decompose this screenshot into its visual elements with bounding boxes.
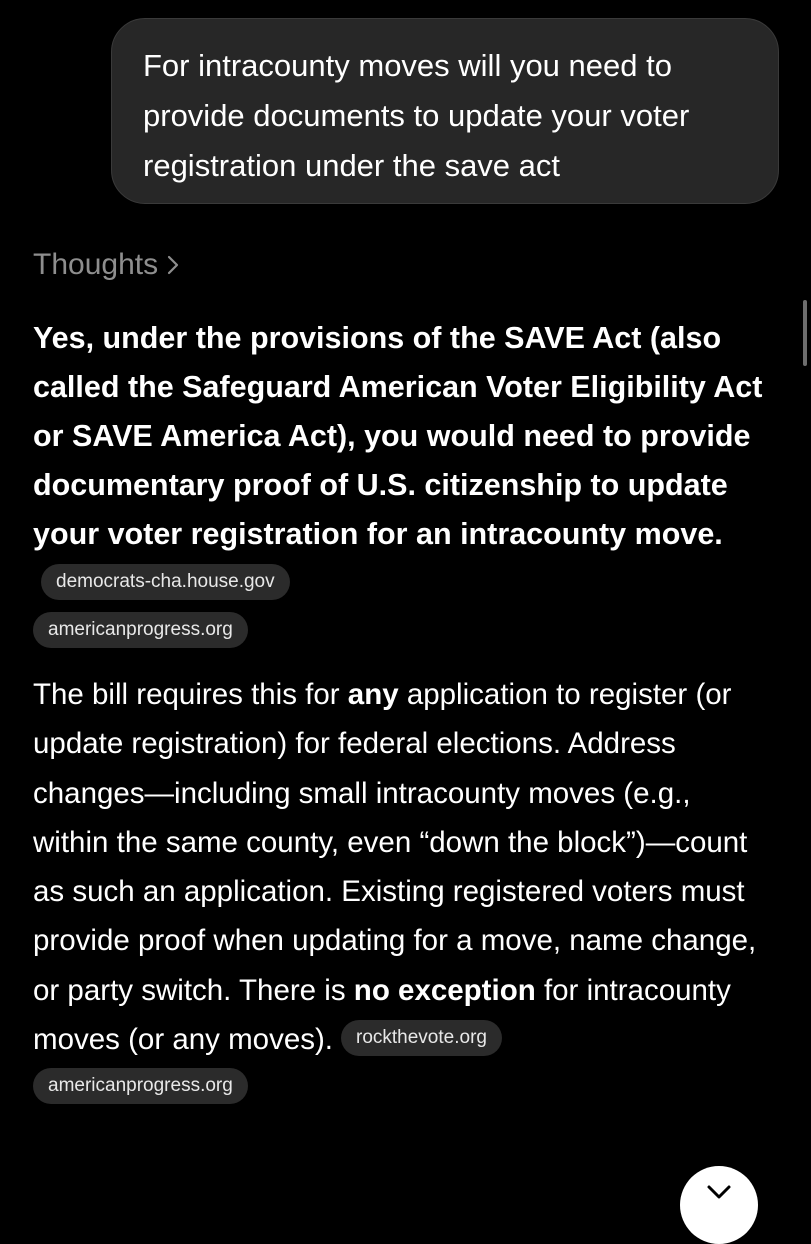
assistant-answer: [33, 314, 773, 1104]
thoughts-toggle[interactable]: [33, 248, 180, 282]
answer-lead-paragraph: [33, 314, 773, 608]
source-chip-democrats-cha[interactable]: democrats-cha.house.gov: [41, 564, 290, 600]
scroll-to-bottom-button[interactable]: [680, 1166, 758, 1244]
user-message-text: For intracounty moves will you need to provide documents to update your voter registration under the save act: [143, 48, 690, 183]
source-chip-americanprogress[interactable]: americanprogress.org: [33, 612, 248, 648]
scrollbar-thumb[interactable]: [803, 300, 807, 366]
body-bold-any: any: [347, 678, 399, 711]
source-chip-row: [33, 612, 773, 648]
body-text-part3: for intracounty moves (or any moves).: [33, 973, 731, 1057]
source-chip-row-2: [33, 1068, 773, 1104]
body-text-part2: application to register (or update registration) for federal elections. Address changes—including small intracounty moves (e.g., within the same county, even “down the block”)—count as such an application. Existing registered voters must provide proof when updating for a move, name change, or party switch. There is: [33, 678, 757, 1007]
chevron-right-icon: [166, 255, 180, 275]
answer-body-paragraph: [33, 670, 773, 1064]
chevron-down-icon: [706, 1184, 732, 1200]
source-chip-rockthevote[interactable]: rockthevote.org: [341, 1020, 502, 1056]
thoughts-label: Thoughts: [33, 248, 159, 281]
body-text-part1: The bill requires this for: [33, 678, 348, 711]
answer-lead-text: Yes, under the provisions of the SAVE Act (also called the Safeguard American Voter Eligibility Act or SAVE America Act), you would need to provide documentary proof of U.S. citizenship to update your voter registration for an intracounty move.: [33, 321, 763, 551]
body-bold-no-exception: no exception: [353, 973, 536, 1007]
user-message-bubble: [111, 18, 779, 204]
source-chip-americanprogress-2[interactable]: americanprogress.org: [33, 1068, 248, 1104]
